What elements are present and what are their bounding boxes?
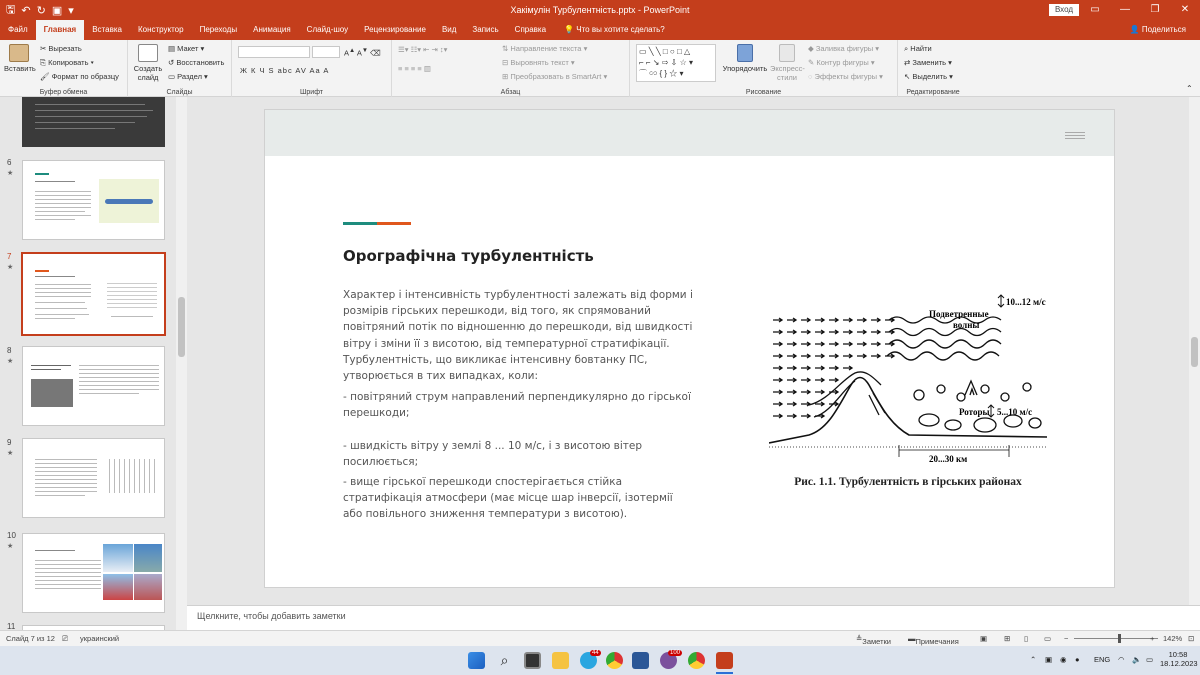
alignment-buttons[interactable]: ≡ ≡ ≡ ≡ ▥: [398, 64, 431, 73]
wind-arrow: [787, 402, 796, 406]
shape-fill-button[interactable]: ◆ Заливка фигуры ▾: [808, 44, 879, 53]
tab-slideshow[interactable]: Слайд-шоу: [306, 25, 349, 34]
ribbon: [0, 40, 1200, 97]
windows-taskbar: [0, 646, 1200, 675]
slide-thumbnail-8[interactable]: [22, 346, 165, 426]
chrome-icon[interactable]: [688, 652, 705, 669]
slide-scrollbar[interactable]: [1189, 97, 1200, 605]
wind-arrow: [773, 318, 782, 322]
volume-icon[interactable]: 🔈: [1132, 655, 1142, 664]
wind-arrow: [829, 330, 838, 334]
quick-styles-button[interactable]: Экспресс-стили: [770, 44, 804, 82]
window-title: Хакімулін Турбулентність.pptx - PowerPoint: [510, 5, 690, 15]
distance-label: 20...30 км: [929, 454, 968, 464]
wind-arrow: [815, 390, 824, 394]
slide-sorter-icon[interactable]: ⊞: [1004, 634, 1011, 643]
animation-star-icon: ★: [7, 543, 14, 550]
minimize-button[interactable]: —: [1120, 4, 1130, 15]
wind-arrow: [773, 402, 782, 406]
align-text-button[interactable]: ⊟ Выровнять текст ▾: [502, 58, 575, 67]
wind-arrow: [857, 342, 866, 346]
thumbnail-photo: [134, 574, 162, 600]
find-button[interactable]: ⌕ Найти: [904, 44, 932, 53]
paragraph-group: [392, 40, 630, 97]
mountain-wave-diagram: [769, 285, 1049, 465]
lee-waves-label: Подветренные волны: [929, 309, 989, 330]
presentation-icon[interactable]: ▣: [51, 4, 63, 17]
wind-arrow: [773, 366, 782, 370]
wind-arrow: [815, 378, 824, 382]
wind-arrow: [773, 330, 782, 334]
person-icon: 👤: [1129, 25, 1142, 34]
tab-home[interactable]: Главная: [36, 20, 85, 40]
wind-arrow: [843, 342, 852, 346]
slides-group: [128, 40, 232, 97]
thumbnail-photo: [134, 544, 162, 572]
thumbnail-photo: [103, 544, 133, 572]
figure-caption: Рис. 1.1. Турбулентність в гірських районах: [794, 476, 1022, 488]
wind-arrow: [857, 330, 866, 334]
wind-arrow: [801, 330, 810, 334]
wind-arrow: [829, 354, 838, 358]
accent-bar-teal: [343, 222, 377, 225]
clipboard-group-label: Буфер обмена: [39, 89, 88, 96]
accent-bar-orange: [377, 222, 411, 225]
slide-body-bullet[interactable]: - швидкість вітру у землі 8 ... 10 м/с, і з висотою вітер посилюється;: [343, 440, 643, 469]
replace-button[interactable]: ⇄ Заменить ▾: [904, 58, 952, 67]
slide-thumbnail-9[interactable]: [22, 438, 165, 518]
wind-arrow: [773, 378, 782, 382]
tab-insert[interactable]: Вставка: [92, 25, 122, 34]
telegram-badge: 44: [592, 650, 599, 656]
font-group-label: Шрифт: [299, 89, 324, 96]
wind-arrow: [871, 354, 880, 358]
thumbnail-number-9: 9: [7, 438, 12, 447]
fit-to-window-icon[interactable]: ⊡: [1188, 634, 1195, 643]
cut-button[interactable]: ✂ Вырезать: [40, 44, 82, 53]
tab-record[interactable]: Запись: [472, 25, 499, 34]
wind-arrow: [815, 366, 824, 370]
language-indicator[interactable]: украинский: [80, 634, 120, 643]
lightbulb-icon: 💡: [564, 25, 577, 34]
normal-view-icon[interactable]: ▣: [980, 634, 988, 643]
tab-help[interactable]: Справка: [514, 25, 547, 34]
ribbon-display-icon[interactable]: ▭: [1090, 4, 1100, 15]
slide-thumbnail-panel: [0, 97, 176, 630]
thumbnail-diagram: [105, 459, 157, 493]
drawing-group-label: Рисование: [745, 89, 782, 96]
font-style-buttons[interactable]: Ж К Ч S abc AV Aa A: [240, 66, 330, 75]
thumbnail-photo: [31, 379, 73, 407]
animation-star-icon: ★: [7, 450, 14, 457]
slide-body-paragraph[interactable]: Характер і інтенсивність турбулентності залежать від форми і розмірів гірських перешкоди, від того, як спрямований повітряний потік по відношенню до перешкоди, від швидкості вітру і зміни її з висотою, від температурної стратифікації. Турбулентність, що викликає інтенсивну бовтанку ПС, утворюється в тих випадках, коли:: [343, 289, 693, 383]
slide-thumbnail-7[interactable]: [21, 252, 166, 336]
file-explorer-icon[interactable]: [552, 652, 569, 669]
notes-toggle-button[interactable]: ≜ Заметки: [856, 634, 891, 646]
collapse-ribbon-icon[interactable]: ⌃: [1186, 84, 1193, 93]
shape-effects-button[interactable]: ◌ Эффекты фигуры ▾: [808, 72, 883, 81]
wind-arrow: [843, 318, 852, 322]
wifi-icon[interactable]: ◠: [1118, 655, 1125, 664]
animation-star-icon: ★: [7, 358, 14, 365]
language-indicator[interactable]: ENG: [1094, 655, 1111, 664]
zoom-in-button[interactable]: +: [1150, 634, 1155, 643]
animation-star-icon: ★: [7, 170, 14, 177]
editing-group: [898, 40, 968, 97]
tab-view[interactable]: Вид: [441, 25, 457, 34]
arrange-icon: [737, 44, 753, 62]
text-direction-button[interactable]: ⇅ Направление текста ▾: [502, 44, 588, 53]
wind-arrow: [801, 366, 810, 370]
layout-button[interactable]: ▤ Макет ▾: [168, 44, 205, 53]
save-icon[interactable]: 🖫: [6, 3, 16, 16]
slide-thumbnail-5[interactable]: [22, 97, 165, 147]
shape-outline-button[interactable]: ✎ Контур фигуры ▾: [808, 58, 875, 67]
thumbnail-number-11: 11: [7, 622, 16, 630]
wind-arrow: [787, 378, 796, 382]
clock[interactable]: 10:58 18.12.2023: [1160, 650, 1198, 668]
viber-badge: 100: [670, 650, 681, 656]
status-bar: [0, 630, 1200, 646]
list-buttons[interactable]: ☰▾ ☷▾ ⇤ ⇥ ↕▾: [398, 45, 448, 54]
slide-body-bullet[interactable]: - повітряний струм направлений перпендикулярно до гірської перешкоди;: [343, 391, 691, 420]
wind-arrow: [801, 318, 810, 322]
thumbnail-photo: [103, 574, 133, 600]
turbulence-figure: [769, 285, 1049, 465]
wind-arrow: [815, 318, 824, 322]
wind-arrow: [787, 354, 796, 358]
wind-arrow: [815, 354, 824, 358]
wind-arrow: [829, 378, 838, 382]
paragraph-group-label: Абзац: [500, 89, 521, 96]
wind-arrow: [773, 342, 782, 346]
section-button[interactable]: ▭ Раздел ▾: [168, 72, 208, 81]
powerpoint-icon[interactable]: [716, 652, 733, 669]
reset-button[interactable]: ↺ Восстановить: [168, 58, 225, 67]
wind-arrow: [787, 330, 796, 334]
new-slide-icon: [138, 44, 158, 62]
wind-arrow: [857, 318, 866, 322]
slide-body-bullet[interactable]: - вище гірської перешкоди спостерігається стійка стратифікація атмосфери (має місце шар інверсії, ізотермії або повільного зниження температури з висотою).: [343, 476, 673, 521]
wind-arrow: [801, 354, 810, 358]
maximize-button[interactable]: ❐: [1150, 4, 1160, 15]
thumbnail-aircraft-image: [99, 179, 159, 223]
wind-arrow: [773, 354, 782, 358]
wind-arrow: [829, 366, 838, 370]
close-button[interactable]: ✕: [1180, 4, 1190, 15]
slide-header-band: [265, 110, 1114, 156]
tab-review[interactable]: Рецензирование: [364, 25, 426, 34]
font-name-select[interactable]: [238, 46, 310, 58]
word-icon[interactable]: [632, 652, 649, 669]
clipboard-group: [0, 40, 128, 97]
clipboard-icon: [9, 44, 29, 62]
signin-button[interactable]: Вход: [1049, 4, 1079, 16]
wind-arrow: [857, 354, 866, 358]
wind-arrow: [843, 354, 852, 358]
slide-thumbnail-6[interactable]: [22, 160, 165, 240]
new-slide-button[interactable]: Создать слайд: [132, 44, 164, 82]
drawing-group: [630, 40, 898, 97]
tray-app-icon[interactable]: ◉: [1060, 655, 1067, 664]
thumbnail-number-7: 7: [7, 252, 12, 261]
wind-arrow: [801, 390, 810, 394]
windows-start-icon[interactable]: [468, 652, 485, 669]
title-bar: [0, 0, 1200, 20]
thumbnail-number-10: 10: [7, 531, 16, 540]
task-view-icon[interactable]: [524, 652, 541, 669]
thumbnail-turbulence-figure: [107, 280, 157, 310]
wind-arrow: [801, 414, 810, 418]
font-group: [232, 40, 392, 97]
quick-access-toolbar: [0, 1, 74, 20]
rotor-speed-label: 5...10 м/с: [997, 407, 1033, 417]
wind-arrow: [815, 330, 824, 334]
tab-file[interactable]: Файл: [8, 25, 28, 34]
rotors-label: Роторы: [959, 407, 990, 417]
tab-design[interactable]: Конструктор: [137, 25, 184, 34]
slides-group-label: Слайды: [166, 89, 193, 96]
tab-animations[interactable]: Анимация: [253, 25, 291, 34]
tray-app-icon[interactable]: ▣: [1045, 655, 1053, 664]
wind-arrow: [773, 414, 782, 418]
wind-arrow: [815, 342, 824, 346]
ribbon-tabs: [0, 20, 1200, 40]
wind-arrow: [801, 402, 810, 406]
wind-arrow: [843, 330, 852, 334]
zoom-slider-thumb[interactable]: [1118, 634, 1121, 643]
zoom-out-button[interactable]: −: [1064, 634, 1069, 643]
battery-icon[interactable]: ▭: [1146, 655, 1154, 664]
tray-app-icon[interactable]: ●: [1075, 655, 1080, 664]
notes-placeholder: Щелкните, чтобы добавить заметки: [197, 611, 346, 621]
wind-arrow: [773, 390, 782, 394]
slide-canvas[interactable]: [264, 109, 1115, 588]
smartart-button[interactable]: ⊞ Преобразовать в SmartArt ▾: [502, 72, 608, 81]
reading-view-icon[interactable]: ▯: [1024, 634, 1029, 643]
wind-arrow: [871, 342, 880, 346]
tray-overflow-icon[interactable]: ⌃: [1030, 655, 1037, 664]
tab-transitions[interactable]: Переходы: [199, 25, 238, 34]
wind-arrow: [801, 342, 810, 346]
zoom-level[interactable]: 142%: [1163, 634, 1183, 643]
slide-thumbnail-10[interactable]: [22, 533, 165, 613]
arrange-button[interactable]: Упорядочить: [722, 44, 768, 73]
copy-button[interactable]: ⎘ Копировать ▾: [40, 58, 94, 67]
paste-button[interactable]: Вставить: [4, 44, 34, 73]
customize-icon[interactable]: ▾: [68, 4, 74, 17]
comments-button[interactable]: ▬ Примечания: [908, 634, 959, 646]
undo-icon[interactable]: ↶: [21, 4, 31, 17]
spellcheck-icon[interactable]: ⎚: [62, 634, 68, 643]
wind-arrow: [829, 318, 838, 322]
shapes-gallery[interactable]: ▭ ╲ ╲ □ ○ □ △ ⌐ ⌐ ↘ ⇨ ⇩ ☆ ▾ ⌒ ∽ { } ☆ ▾: [636, 44, 716, 82]
slide-counter: Слайд 7 из 12: [6, 634, 55, 643]
wind-arrow: [843, 366, 852, 370]
wind-arrow: [787, 318, 796, 322]
slide-title[interactable]: Орографічна турбулентність: [343, 247, 594, 265]
quick-styles-icon: [779, 44, 795, 62]
wind-arrow: [801, 378, 810, 382]
format-painter-button[interactable]: 🖌 Формат по образцу: [40, 72, 119, 81]
select-button[interactable]: ↖ Выделить ▾: [904, 72, 953, 81]
wind-arrow: [787, 414, 796, 418]
animation-star-icon: ★: [7, 264, 14, 271]
wind-arrow: [787, 366, 796, 370]
top-speed-label: 10...12 м/с: [1006, 297, 1046, 307]
redo-icon[interactable]: ↻: [36, 4, 46, 17]
wind-arrow: [871, 330, 880, 334]
thumbnail-number-6: 6: [7, 158, 12, 167]
zoom-slider[interactable]: [1074, 638, 1158, 639]
wind-arrow: [829, 342, 838, 346]
search-icon: ⌕: [904, 44, 909, 53]
wind-arrow: [787, 342, 796, 346]
font-size-buttons[interactable]: A▲ A▼ ⌫: [344, 47, 381, 58]
chrome-icon[interactable]: [606, 652, 623, 669]
search-icon[interactable]: ⌕: [500, 652, 509, 668]
slideshow-view-icon[interactable]: ▭: [1044, 634, 1052, 643]
wind-arrow: [787, 390, 796, 394]
thumbnail-number-8: 8: [7, 346, 12, 355]
share-button[interactable]: 👤 Поделиться: [1129, 25, 1186, 34]
menu-icon: [1065, 132, 1085, 141]
editing-group-label: Редактирование: [906, 89, 960, 96]
thumbnail-scrollbar[interactable]: [176, 97, 187, 630]
notes-pane[interactable]: [187, 605, 1200, 630]
active-app-indicator: [716, 672, 733, 674]
tell-me-search[interactable]: 💡 Что вы хотите сделать?: [564, 25, 665, 34]
font-size-select[interactable]: [312, 46, 340, 58]
wind-arrow: [871, 318, 880, 322]
